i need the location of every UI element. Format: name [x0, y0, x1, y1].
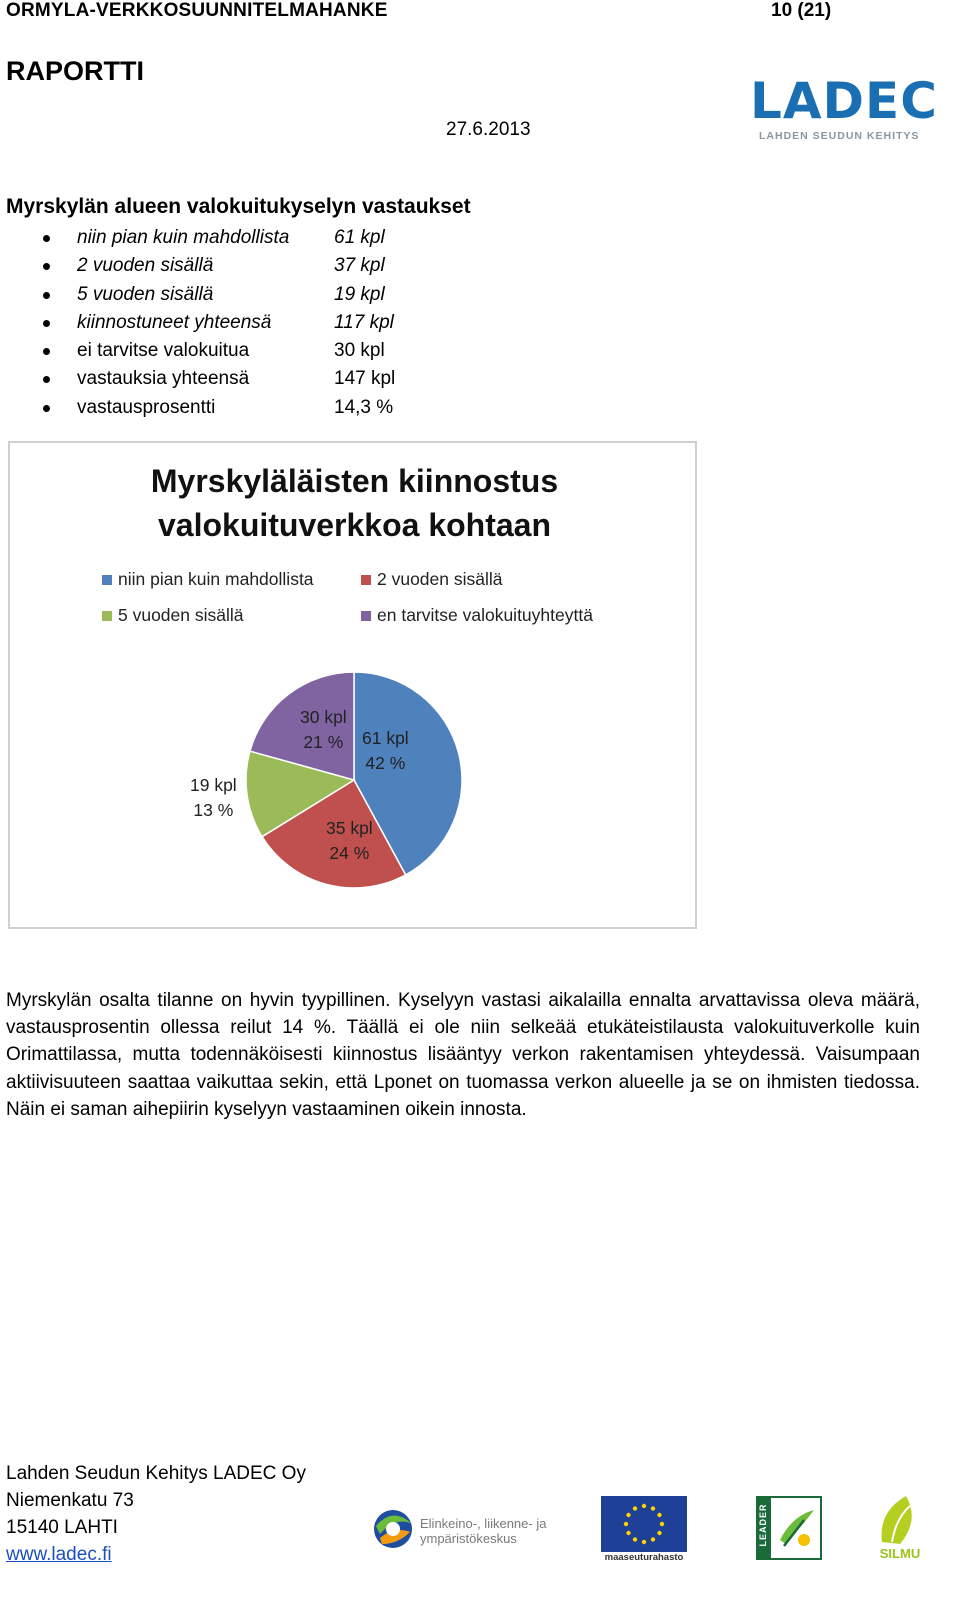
chart-title-line1: Myrskyläläisten kiinnostus — [150, 463, 559, 499]
legend-label: 2 vuoden sisällä — [377, 569, 503, 589]
street-address: Niemenkatu 73 — [6, 1490, 134, 1511]
stat-label: 2 vuoden sisällä — [77, 255, 214, 277]
ely-text-line2: ympäristökeskus — [420, 1531, 517, 1546]
slice-count-label: 30 kpl — [300, 707, 347, 727]
stat-value: 117 kpl — [334, 311, 394, 333]
section-title: Myrskylän alueen valokuitukyselyn vastaukset — [6, 195, 471, 218]
slice-percent-label: 13 % — [193, 800, 234, 820]
slice-label — [362, 726, 409, 776]
stat-label: vastauksia yhteensä — [77, 368, 250, 390]
paragraph-text: Myrskylän osalta tilanne on hyvin tyypillinen. Kyselyyn vastasi aikalailla ennalta arvattavissa oleva määrä, vastausprosentin ollessa reilut 14 %. Täällä ei ole niin selkeää etukäteistilausta valokuituverkolle kuin Orimattilassa, mutta todennäköisesti kiinnostus lisääntyy verkon rakentamisen yhteydessä. Vaisumpaan aktiivisuuteen saattaa vaikuttaa sekin, että Lponet on tuomassa verkon alueelle ja se on ihmisten tiedossa. Näin ei saman aihepiirin kyselyyn vastaaminen oikein innosta. — [6, 990, 920, 1120]
leader-text: LEADER — [758, 1503, 768, 1547]
slice-label — [190, 773, 237, 823]
silmu-leaf-icon — [876, 1494, 924, 1546]
slice-count-label: 61 kpl — [362, 728, 409, 748]
leader-logo — [756, 1496, 822, 1560]
bullet-icon — [43, 320, 50, 327]
stats-list — [40, 225, 460, 423]
slice-count-label: 35 kpl — [326, 818, 373, 838]
ladec-logo-subtitle: LAHDEN SEUDUN KEHITYS — [759, 130, 920, 142]
list-item — [40, 282, 460, 310]
stat-label: kiinnostuneet yhteensä — [77, 311, 272, 333]
bullet-icon — [43, 235, 50, 242]
pie-chart — [8, 441, 697, 929]
legend-label: niin pian kuin mahdollista — [118, 569, 314, 589]
legend-label: 5 vuoden sisällä — [118, 605, 244, 625]
stat-value: 147 kpl — [334, 368, 396, 390]
page-number: 10 (21) — [771, 0, 832, 21]
bullet-icon — [43, 263, 50, 270]
legend-label: en tarvitse valokuituyhteyttä — [377, 605, 593, 625]
chart-title-line2: valokuituverkkoa kohtaan — [157, 507, 552, 543]
list-item — [40, 225, 460, 253]
website-link[interactable]: www.ladec.fi — [6, 1544, 112, 1565]
stat-label: 5 vuoden sisällä — [77, 283, 214, 305]
stat-value: 37 kpl — [334, 255, 385, 277]
list-item — [40, 310, 460, 338]
postal-city: 15140 LAHTI — [6, 1517, 118, 1538]
slice-percent-label: 24 % — [329, 843, 370, 863]
ely-logo — [368, 1504, 558, 1554]
ely-text-line1: Elinkeino-, liikenne- ja — [420, 1516, 547, 1531]
ladec-logo — [750, 72, 938, 146]
bullet-icon — [43, 292, 50, 299]
eu-flag-icon — [601, 1496, 687, 1552]
slice-percent-label: 21 % — [303, 732, 344, 752]
list-item — [40, 338, 460, 366]
stat-value: 61 kpl — [334, 227, 385, 248]
stat-value: 30 kpl — [334, 340, 385, 362]
body-paragraph — [6, 987, 920, 1123]
slice-count-label: 19 kpl — [190, 775, 237, 795]
eu-flag-logo — [601, 1496, 687, 1562]
silmu-text: SILMU — [879, 1546, 921, 1561]
slice-label — [326, 816, 373, 866]
project-name: ORMYLA-VERKKOSUUNNITELMAHANKE — [6, 0, 388, 21]
footer-address — [6, 1460, 306, 1568]
list-item — [40, 366, 460, 394]
bullet-icon — [43, 376, 50, 383]
stat-label: ei tarvitse valokuitua — [77, 340, 250, 362]
ladec-logo-word: LADEC — [750, 72, 938, 130]
bullet-icon — [43, 348, 50, 355]
bullet-icon — [43, 405, 50, 412]
list-item — [40, 395, 460, 423]
document-type: RAPORTTI — [6, 56, 144, 86]
list-item — [40, 253, 460, 281]
stat-value: 19 kpl — [334, 283, 385, 305]
stat-label: vastausprosentti — [77, 396, 216, 418]
eu-caption: maaseuturahasto — [604, 1552, 684, 1563]
stat-label: niin pian kuin mahdollista — [77, 227, 290, 248]
stat-value: 14,3 % — [334, 396, 394, 418]
silmu-logo — [876, 1494, 924, 1562]
ely-emblem-icon — [368, 1504, 418, 1554]
slice-label — [300, 705, 347, 755]
slice-percent-label: 42 % — [365, 753, 406, 773]
document-date: 27.6.2013 — [446, 119, 531, 140]
company-name: Lahden Seudun Kehitys LADEC Oy — [6, 1463, 306, 1484]
